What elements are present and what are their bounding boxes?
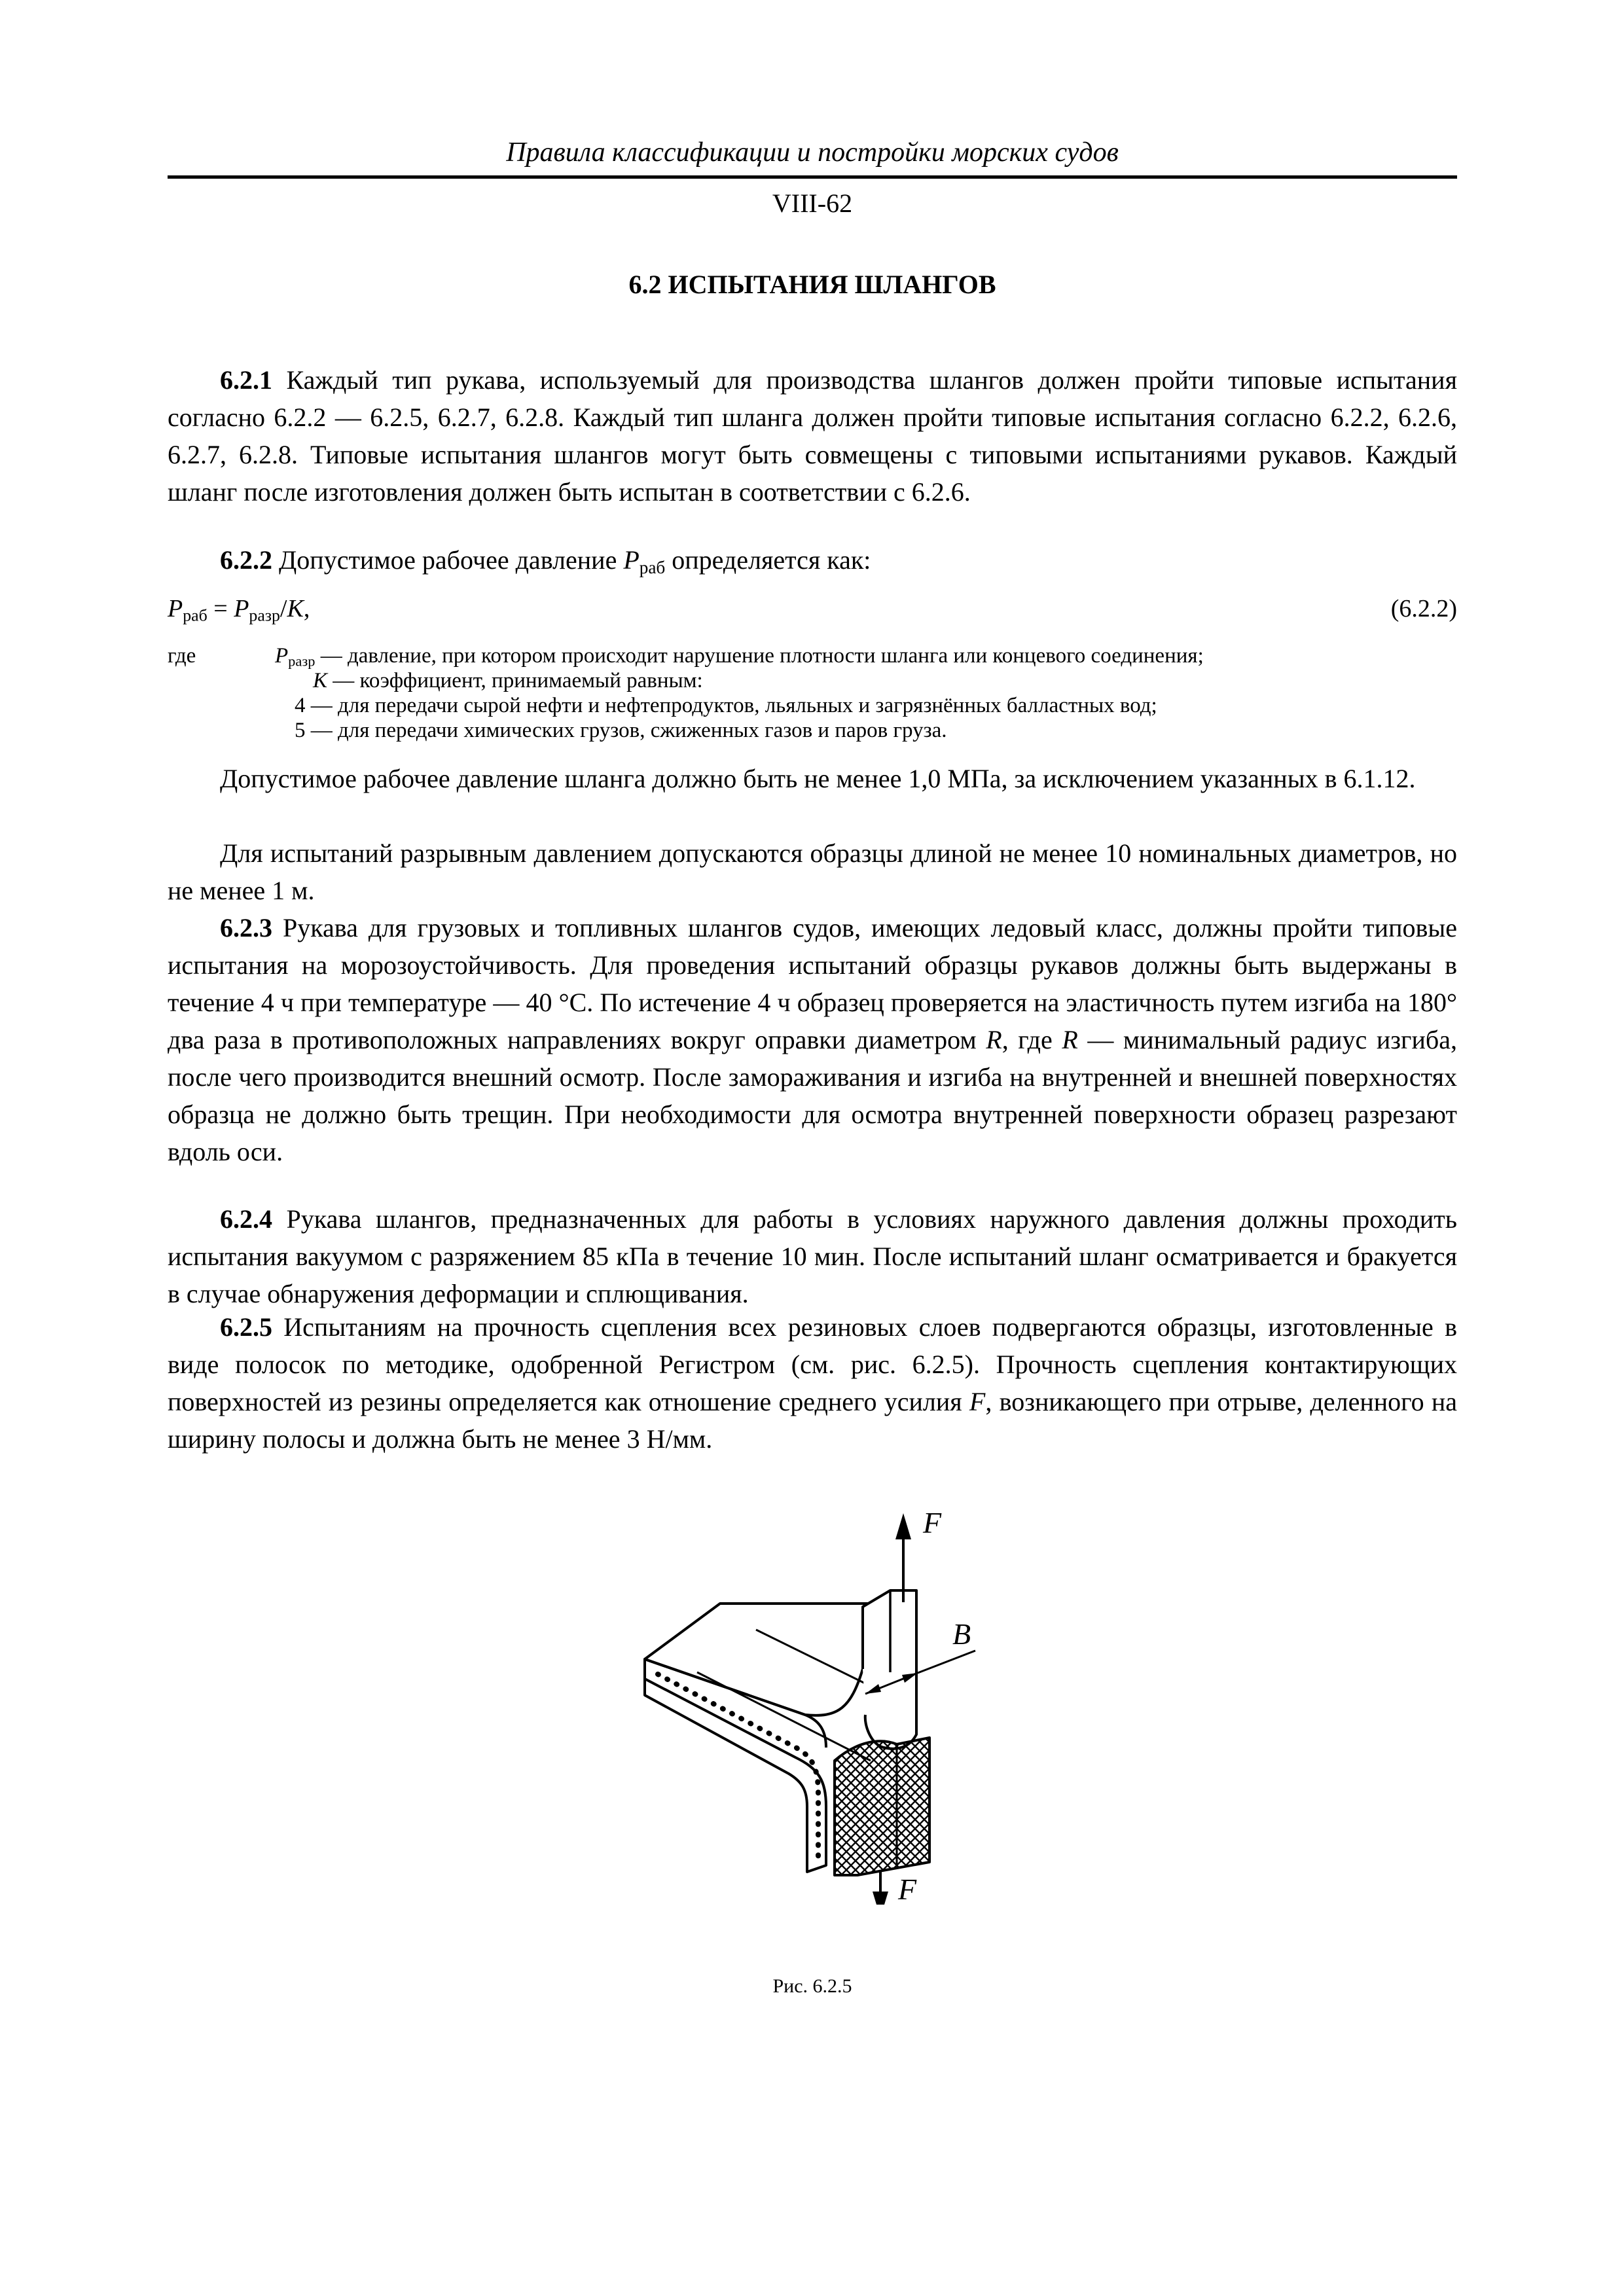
paragraph-6-2-5 — [168, 1308, 1457, 1458]
formula-eq: = — [207, 595, 234, 622]
where-k-value-4: 4 — для передачи сырой нефти и нефтепродуктов, льяльных и загрязнённых балластных вод; — [295, 694, 1157, 717]
paragraph-6-2-3 — [168, 909, 1457, 1170]
label-b: B — [952, 1617, 971, 1651]
figure-caption: Рис. 6.2.5 — [772, 1975, 852, 1997]
where-sub: разр — [288, 653, 316, 670]
where-var: K — [313, 669, 328, 692]
variable-r: R — [1062, 1025, 1078, 1054]
paragraph-6-2-1 — [168, 361, 1457, 511]
formula-var: P — [168, 595, 183, 622]
formula-slash: / — [280, 595, 287, 622]
clause-text: Рукава шлангов, предназначенных для работы в условиях наружного давления должны проходить испытания вакуумом с разряжением 85 кПа в течение 10 мин. После испытаний шланг осматривается и бракуется в случае обнаружения деформации и сплющивания. — [168, 1204, 1457, 1308]
formula-var: K — [287, 595, 304, 622]
clause-text: Каждый тип рукава, используемый для производства шлангов должен пройти типовые испытания согласно 6.2.2 — 6.2.5, 6.2.7, 6.2.8. Каждый тип шланга должен пройти типовые испытания согласно 6.2.2, 6.2.6, 6.2.7, 6.2.8. Типовые испытания шлангов могут быть совмещены с типовыми испытаниями рукавов. Каждый шланг после изготовления должен быть испытан в соответствии с 6.2.6. — [168, 365, 1457, 507]
clause-text: Допустимое рабочее давление — [272, 545, 624, 575]
hatched-core — [835, 1738, 929, 1875]
clause-number: 6.2.3 — [220, 913, 272, 942]
where-desc: — коэффициент, принимаемый равным: — [327, 669, 703, 692]
where-label: где — [168, 644, 196, 668]
page-number: VIII-62 — [772, 188, 853, 218]
paragraph-6-2-4 — [168, 1200, 1457, 1312]
clause-number: 6.2.5 — [220, 1312, 272, 1342]
subscript: раб — [639, 557, 666, 577]
formula-sub: раб — [183, 605, 208, 625]
clause-text: , где — [1001, 1025, 1062, 1054]
formula-sub: разр — [249, 605, 280, 625]
force-arrowhead-top — [895, 1513, 911, 1539]
clause-text: Рукава для грузовых и топливных шлангов судов, имеющих ледовый класс, должны пройти типовые испытания на морозоустойчивость. Для проведения испытаний образцы рукавов должны быть выдержаны в течение 4 ч при температуре — 40 °С. По истечение 4 ч образец проверяется на эластичность путем изгиба на 180° два раза в противоположных направлениях вокруг оправки диаметром — [168, 913, 1457, 1054]
where-k-definition — [313, 668, 703, 693]
where-p-definition — [275, 643, 1204, 668]
peel-test-figure — [622, 1499, 1028, 1905]
header-divider — [168, 175, 1457, 179]
clause-number: 6.2.2 — [220, 545, 272, 575]
width-leader — [918, 1651, 975, 1673]
label-f-bottom: F — [898, 1873, 917, 1905]
variable-r: R — [986, 1025, 1002, 1054]
section-title: 6.2 ИСПЫТАНИЯ ШЛАНГОВ — [628, 270, 996, 299]
variable-p: P — [623, 545, 640, 575]
paragraph-allowable-pressure: Допустимое рабочее давление шланга должно быть не менее 1,0 МПа, за исключением указанных в 6.1.12. — [220, 764, 1416, 793]
where-desc: — давление, при котором происходит нарушение плотности шланга или концевого соединения; — [315, 644, 1204, 668]
paragraph-6-2-2 — [168, 541, 1457, 579]
running-header-title: Правила классификации и постройки морских судов — [506, 137, 1119, 168]
clause-text: — минимальный радиус изгиба, после чего производится внешний осмотр. После замораживания и изгиба на внутренней и внешней поверхностях образца не должно быть трещин. При необходимости для осмотра внутренней поверхности образец разрезают вдоль оси. — [168, 1025, 1457, 1166]
where-k-value-5: 5 — для передачи химических грузов, сжиженных газов и паров груза. — [295, 719, 947, 742]
force-arrowhead-bottom — [873, 1892, 888, 1905]
clause-text: определяется как: — [665, 545, 871, 575]
formula-comma: , — [303, 595, 310, 622]
paragraph-burst-test: Для испытаний разрывным давлением допускаются образцы длиной не менее 10 номинальных диаметров, но не менее 1 м. — [168, 838, 1457, 905]
where-var: P — [275, 644, 289, 668]
clause-text: , возникающего при отрыве, деленного на ширину полосы и должна быть не менее 3 Н/мм. — [168, 1387, 1457, 1454]
clause-number: 6.2.1 — [220, 365, 272, 395]
clause-text: Испытаниям на прочность сцепления всех резиновых слоев подвергаются образцы, изготовленные в виде полосок по методике, одобренной Регистром (см. рис. 6.2.5). Прочность сцепления контактирующих поверхностей из резины определяется как отношение среднего усилия — [168, 1312, 1457, 1416]
label-f-top: F — [923, 1506, 942, 1539]
formula-6-2-2 — [168, 593, 1457, 624]
clause-number: 6.2.4 — [220, 1204, 272, 1234]
formula-number: (6.2.2) — [1390, 595, 1457, 622]
variable-f: F — [969, 1387, 986, 1416]
formula-var: P — [234, 595, 249, 622]
